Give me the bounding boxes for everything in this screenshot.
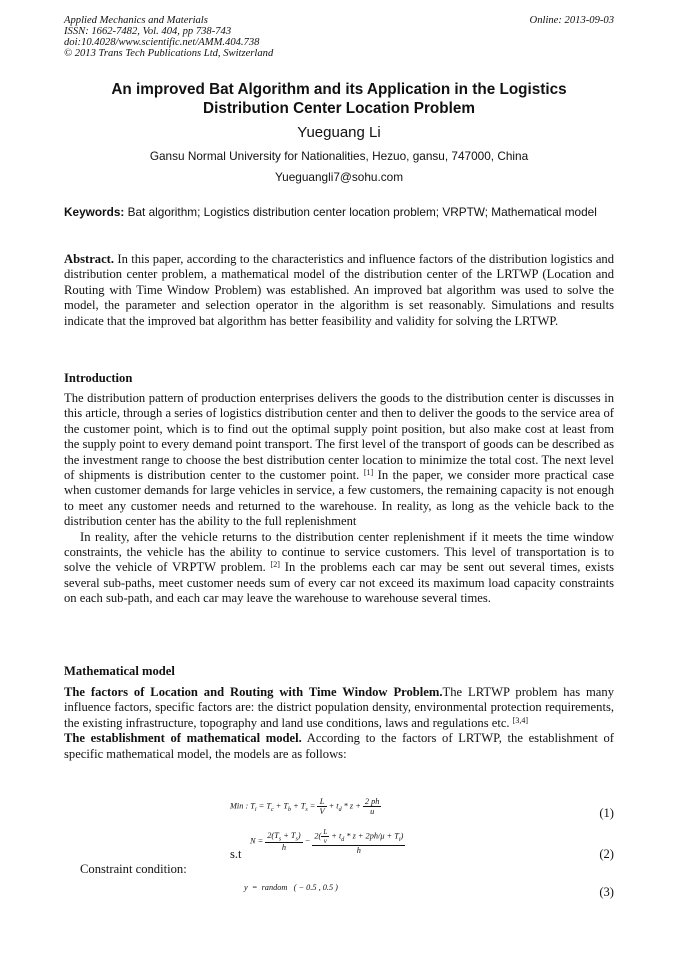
journal-header: [64, 15, 273, 59]
eq2-frac2-num-d: + T: [384, 831, 399, 841]
model-body: [64, 685, 614, 762]
author-affiliation: Gansu Normal University for Nationalities, Hezuo, gansu, 747000, China: [149, 149, 529, 163]
eq2-fraction-2: [312, 828, 405, 855]
title-line-2: Distribution Center Location Problem: [203, 100, 475, 117]
eq2-frac1-num-b: + T: [281, 830, 296, 840]
eq2-frac1-den: h: [281, 843, 287, 853]
factors-paragraph: [64, 685, 614, 731]
equation-2-number: (2): [599, 847, 614, 861]
author-name: Yueguang Li: [297, 124, 381, 141]
keywords-block: [64, 205, 614, 220]
eq1-lhs: Min : T: [230, 801, 255, 811]
intro-paragraph-2: [64, 530, 614, 607]
online-date: Online: 2013-09-03: [529, 15, 614, 26]
eq1-equals: =: [307, 801, 318, 811]
eq2-frac2-num-c: * z + 2ph/: [344, 831, 381, 841]
eq2-inner-num: L: [323, 828, 328, 836]
intro-p2-text-b: In the problems each car may be sent out several times, exists several sub-paths, meet customer needs sum of every car not exceed its maximum load capacity constraints on each sub-path, and each car may leave the warehouse to warehouse several times.: [64, 560, 614, 606]
paper-title: [64, 80, 614, 118]
factors-label: The factors of Location and Routing with Time Window Problem.: [64, 685, 443, 699]
keywords-text: Bat algorithm; Logistics distribution center location problem; VRPTW; Mathematical model: [127, 205, 597, 219]
model-heading: Mathematical model: [64, 664, 175, 678]
author-email: Yueguangli7@sohu.com: [274, 170, 404, 184]
equation-1-number: (1): [599, 806, 614, 820]
eq2-inner-den: v: [323, 837, 327, 845]
eq2-lhs: N =: [250, 836, 266, 846]
equation-3: y = random ( − 0.5 , 0.5 ): [244, 883, 338, 892]
eq1-term: * z +: [341, 801, 363, 811]
abstract-block: [64, 252, 614, 329]
eq1-fraction-1: [317, 797, 326, 816]
journal-issn: ISSN: 1662-7482, Vol. 404, pp 738-743: [64, 26, 232, 37]
intro-p1-text-a: The distribution pattern of production enterprises delivers the goods to the distribution center is discusses in this article, through a series of logistics distribution center and then to deliver the goods to the service area of the customer point, which is to find out the optimal supply point position, but also make cost at least from the supply point to every demand point transport. The first level of the transport of goods can be described as the investment range to choose the best distribution center location to minimize the total cost. The next level of shipments is distribution center to the customer point.: [64, 391, 614, 483]
eq1-term: = T: [256, 801, 271, 811]
eq1-frac2-num: 2 ph: [364, 797, 380, 806]
equation-3-number: (3): [599, 885, 614, 899]
eq1-frac1-num: L: [317, 797, 326, 807]
citation-2: [2]: [270, 560, 280, 570]
eq2-frac2-num-a: 2(: [314, 831, 322, 841]
eq1-term: + T: [291, 801, 306, 811]
intro-p1-text-b: In the paper, we consider more practical case when customer demands for large vehicles in service, a few customers, the remaining capacity is not enough to meet any customer needs and returned to the warehouse. In reality, as long as the vehicle back to the distribution center has the ability to the full replenishment: [64, 468, 614, 529]
eq1-term: + T: [273, 801, 288, 811]
eq1-frac1-den: V: [319, 807, 325, 816]
eq2-frac1-num-a: 2(T: [267, 830, 279, 840]
factors-text: The LRTWP problem has many influence factors, specific factors are: the district population density, environmental protection requirements, the existing infrastructure, topography and land use conditions, laws and regulations etc.: [64, 685, 614, 730]
eq2-frac1-num: $2(T_s + T_s)$: [267, 830, 301, 843]
journal-copyright: © 2013 Trans Tech Publications Ltd, Switzerland: [64, 48, 274, 59]
citation-1: [1]: [363, 468, 374, 478]
establishment-label: The establishment of mathematical model.: [64, 731, 302, 746]
eq2-frac2-num: 2( $\frac{L}{v}$ + $t_d * z + 2ph/\mu + T_i$): [314, 828, 404, 845]
eq2-frac2-num-b: + t: [329, 831, 342, 841]
eq2-fraction-1: [265, 831, 302, 853]
keywords-label: Keywords:: [64, 205, 125, 219]
equation-1: Min : $T_i = T_c + T_b + T_s$ = $\frac{L}{V}$ + $t_d$ * z + $\frac{2 ph}{u}$: [230, 797, 380, 816]
eq1-term: + t: [326, 801, 339, 811]
journal-name: Applied Mechanics and Materials: [64, 15, 208, 26]
equation-2: [250, 828, 405, 855]
journal-doi: doi:10.4028/www.scientific.net/AMM.404.738: [64, 37, 260, 48]
eq2-frac2-den: h: [356, 846, 361, 855]
intro-p2-text-a: In reality, after the vehicle returns to the distribution center replenishment if it meets the time window constraints, the vehicle has the ability to continue to service customers. This level of transportation is to solve the vehicle of VRPTW problem.: [64, 529, 614, 575]
introduction-heading: Introduction: [64, 371, 133, 385]
st-label: s.t: [230, 847, 242, 861]
eq1-frac2-den: u: [370, 807, 375, 816]
intro-paragraph-1: [64, 391, 614, 530]
title-line-1: An improved Bat Algorithm and its Application in the Logistics: [111, 81, 567, 98]
abstract-text: In this paper, according to the characteristics and influence factors of the distribution logistics and distribution center problem, a mathematical model of the distribution center of the LRTWP (Location and Routing with Time Window Problem) was established. An improved bat algorithm was used to solve the model, the parameter and selection operator in the algorithm is set reasonably. Simulations and results indicate that the improved bat algorithm has better feasibility and validity for solving the LRTWP.: [64, 252, 615, 328]
establishment-paragraph: [64, 731, 614, 762]
eq1-fraction-2: [363, 797, 382, 816]
eq2-minus: −: [302, 836, 313, 846]
citation-3-4: [3,4]: [512, 715, 529, 725]
introduction-body: [64, 391, 614, 607]
establishment-text: According to the factors of LRTWP, the establishment of specific mathematical model, the models are as follows:: [64, 731, 614, 761]
abstract-label: Abstract.: [64, 252, 115, 266]
constraint-label: Constraint condition:: [80, 862, 187, 876]
